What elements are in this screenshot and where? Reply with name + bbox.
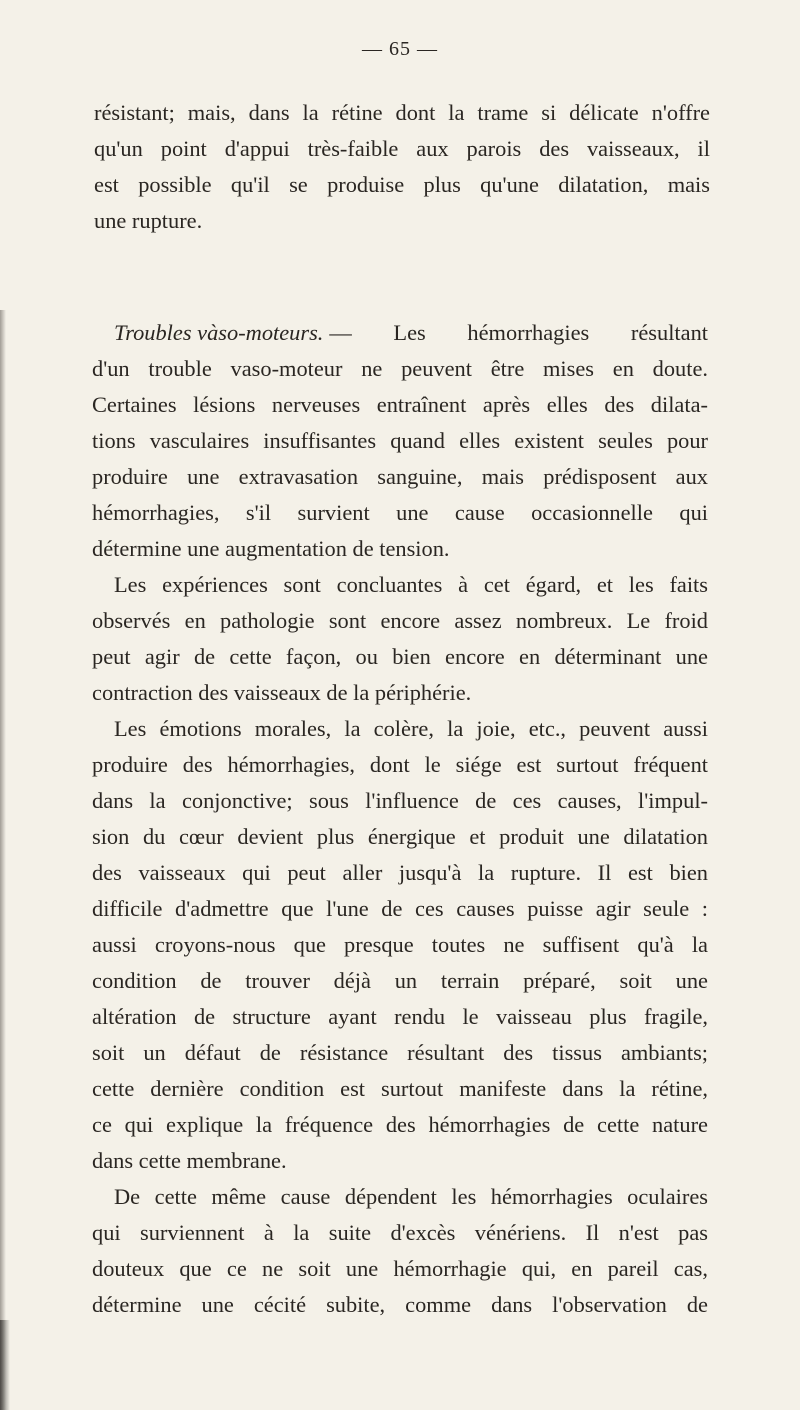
text-line: Certaines lésions nerveuses entraînent après elles des dilata- [92, 392, 708, 417]
text-line: peut agir de cette façon, ou bien encore en déterminant une [92, 644, 708, 669]
text-line: cette dernière condition est surtout manifeste dans la rétine, [92, 1076, 708, 1101]
text-line: hémorrhagies, s'il survient une cause occasionnelle qui [92, 500, 708, 525]
text-line: altération de structure ayant rendu le vaisseau plus fragile, [92, 1004, 708, 1029]
text-line: est possible qu'il se produise plus qu'une dilatation, mais [94, 172, 710, 197]
text-line: Les émotions morales, la colère, la joie, etc., peuvent aussi [114, 716, 708, 741]
text-line: produire une extravasation sanguine, mais prédisposent aux [92, 464, 708, 489]
text-line: condition de trouver déjà un terrain préparé, soit une [92, 968, 708, 993]
section-heading-line [114, 318, 708, 348]
text-line: dans la conjonctive; sous l'influence de ces causes, l'impul- [92, 788, 708, 813]
text-line: ce qui explique la fréquence des hémorrhagies de cette nature [92, 1112, 708, 1137]
text-line: douteux que ce ne soit une hémorrhagie qui, en pareil cas, [92, 1256, 708, 1281]
text-line: qui surviennent à la suite d'excès vénériens. Il n'est pas [92, 1220, 708, 1245]
text-line: Les expériences sont concluantes à cet égard, et les faits [114, 572, 708, 597]
text-line: dans cette membrane. [92, 1148, 287, 1173]
text-line: tions vasculaires insuffisantes quand elles existent seules pour [92, 428, 708, 453]
text-line: qu'un point d'appui très-faible aux parois des vaisseaux, il [94, 136, 710, 161]
text-line: des vaisseaux qui peut aller jusqu'à la rupture. Il est bien [92, 860, 708, 885]
section-heading: Troubles vàso-moteurs. [114, 320, 324, 345]
page-gutter-shadow-bottom [0, 1320, 10, 1410]
page-gutter-shadow [0, 310, 6, 1410]
text-line: observés en pathologie sont encore assez nombreux. Le froid [92, 608, 708, 633]
text-line: — Les hémorrhagies résultant [329, 320, 708, 345]
text-line: difficile d'admettre que l'une de ces causes puisse agir seule : [92, 896, 708, 921]
text-line: détermine une augmentation de tension. [92, 536, 450, 561]
page-number: — 65 — [362, 38, 438, 60]
text-line: détermine une cécité subite, comme dans l'observation de [92, 1292, 708, 1317]
text-line: résistant; mais, dans la rétine dont la trame si délicate n'offre [94, 100, 710, 125]
text-line: sion du cœur devient plus énergique et produit une dilatation [92, 824, 708, 849]
text-line: De cette même cause dépendent les hémorrhagies oculaires [114, 1184, 708, 1209]
text-line: soit un défaut de résistance résultant des tissus ambiants; [92, 1040, 708, 1065]
text-line: contraction des vaisseaux de la périphérie. [92, 680, 472, 705]
text-line: aussi croyons-nous que presque toutes ne suffisent qu'à la [92, 932, 708, 957]
text-line: une rupture. [94, 208, 203, 233]
text-line: d'un trouble vaso-moteur ne peuvent être mises en doute. [92, 356, 708, 381]
text-line: produire des hémorrhagies, dont le siége est surtout fréquent [92, 752, 708, 777]
